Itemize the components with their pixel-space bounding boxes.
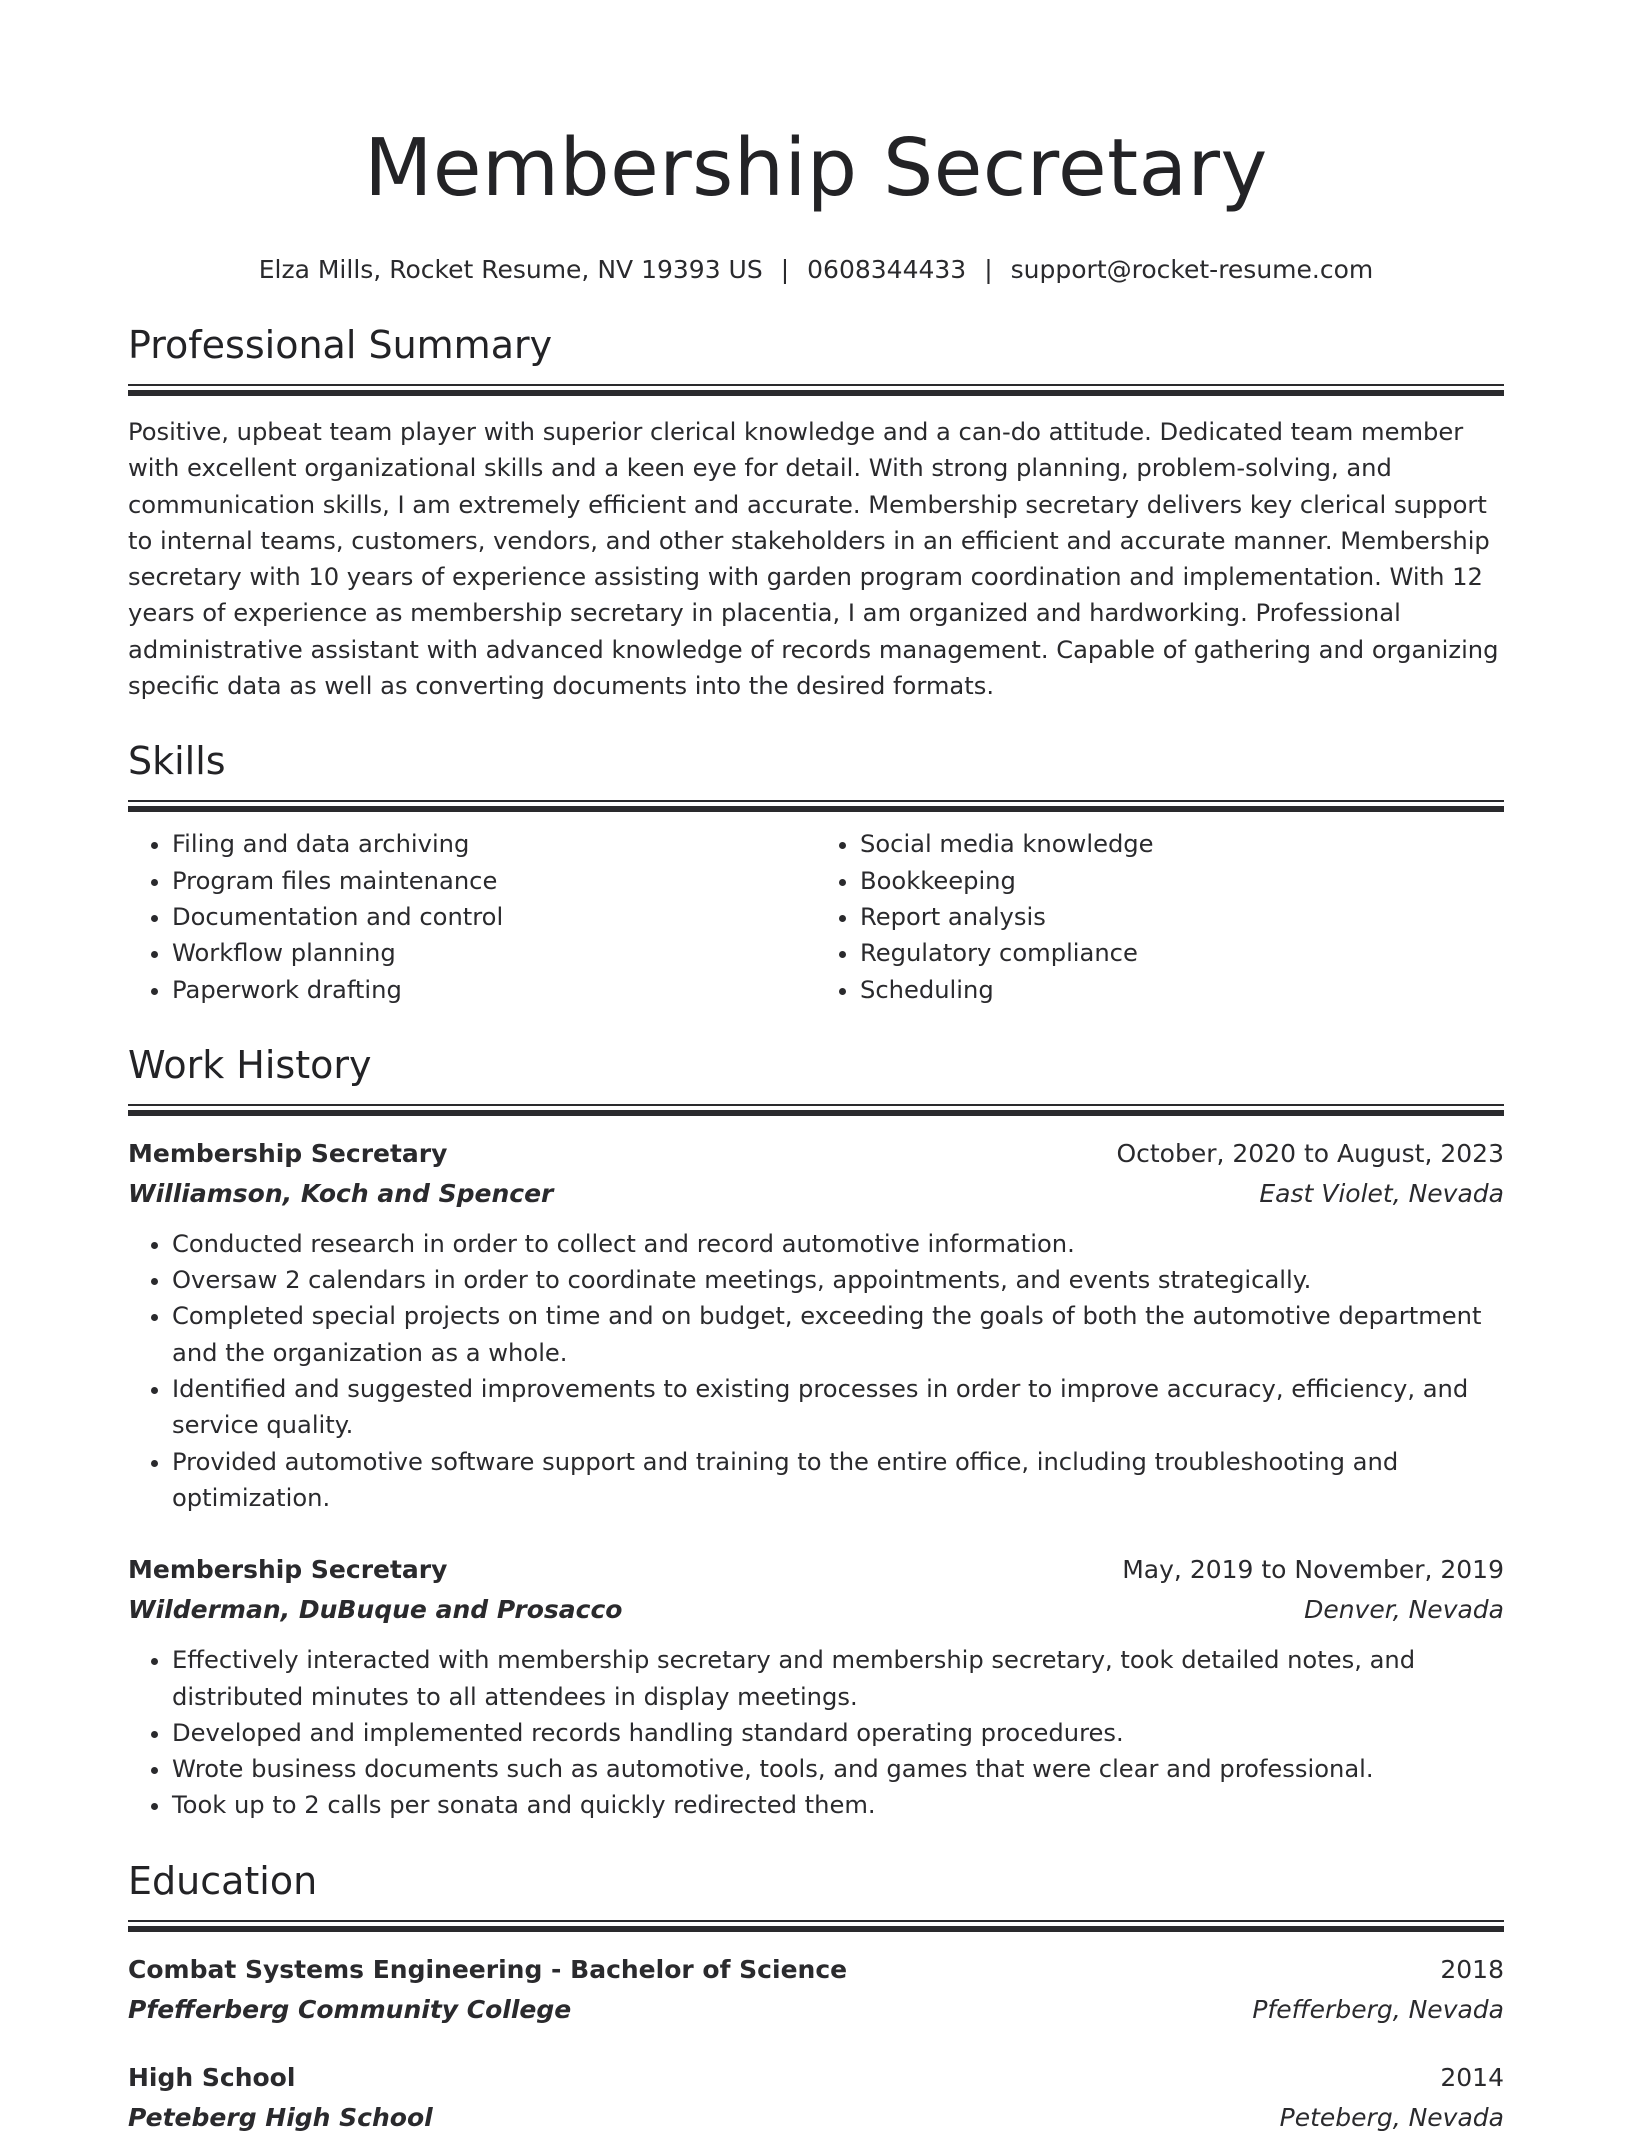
education-degree: Combat Systems Engineering - Bachelor of Science <box>128 1954 848 1984</box>
section-title-summary: Professional Summary <box>128 323 553 367</box>
education-header-row <box>128 1950 1504 1990</box>
skill-item: • Paperwork drafting <box>172 972 816 1008</box>
education-year: 2018 <box>1440 1954 1504 1984</box>
work-history-section <box>128 1040 1504 1824</box>
skill-item: • Social media knowledge <box>860 826 1504 862</box>
skill-item: • Report analysis <box>860 899 1504 935</box>
job-title: Membership Secretary <box>128 1555 448 1585</box>
education-school-row <box>128 2098 1504 2138</box>
skills-section <box>128 736 1504 1007</box>
education-section <box>128 1856 1504 2138</box>
job-bullet: • Oversaw 2 calendars in order to coordinate meetings, appointments, and events strategically. <box>172 1262 1504 1298</box>
skill-item: • Bookkeeping <box>860 863 1504 899</box>
education-school: Peteberg High School <box>128 2102 433 2132</box>
job-header-row <box>128 1134 1504 1174</box>
job-header-row <box>128 1550 1504 1590</box>
contact-separator: | <box>780 255 790 284</box>
section-title-education: Education <box>128 1858 318 1903</box>
job-entry <box>128 1134 1504 1516</box>
section-divider <box>128 1104 1504 1116</box>
job-bullets <box>128 1226 1504 1516</box>
skills-list-right <box>816 826 1504 1007</box>
contact-address: Elza Mills, Rocket Resume, NV 19393 US <box>258 255 763 284</box>
skills-columns <box>128 826 1504 1007</box>
job-bullet: • Completed special projects on time and on budget, exceeding the goals of both the automotive department and the organization as a whole. <box>172 1298 1504 1371</box>
section-divider <box>128 800 1504 812</box>
summary-text: Positive, upbeat team player with superior clerical knowledge and a can-do attitude. Dedicated team member with excellent organizational skills and a keen eye for detail. With strong planning, problem-solving, and communication skills, I am extremely efficient and accurate. Membership secretary delivers key clerical support to internal teams, customers, vendors, and other stakeholders in an efficient and accurate manner. Membership secretary with 10 years of experience assisting with garden program coordination and implementation. With 12 years of experience as membership secretary in placentia, I am organized and hardworking. Professional administrative assistant with advanced knowledge of records management. Capable of gathering and organizing specific data as well as converting documents into the desired formats. <box>128 418 1499 701</box>
skill-item: • Workflow planning <box>172 935 816 971</box>
education-degree: High School <box>128 2062 296 2092</box>
job-title: Membership Secretary <box>128 1138 448 1168</box>
job-location: East Violet, Nevada <box>1259 1178 1504 1208</box>
job-dates: October, 2020 to August, 2023 <box>1116 1138 1504 1168</box>
skill-item: • Documentation and control <box>172 899 816 935</box>
section-title-skills: Skills <box>128 739 226 784</box>
resume-title: Membership Secretary <box>364 122 1268 214</box>
job-employer: Wilderman, DuBuque and Prosacco <box>128 1595 623 1625</box>
contact-email: support@rocket-resume.com <box>1010 255 1374 284</box>
section-title-work-history: Work History <box>128 1042 372 1087</box>
job-bullet: • Conducted research in order to collect and record automotive information. <box>172 1226 1504 1262</box>
summary-section <box>128 320 1504 704</box>
contact-phone: 0608344433 <box>807 255 967 284</box>
job-employer-row <box>128 1174 1504 1214</box>
job-location: Denver, Nevada <box>1304 1595 1504 1625</box>
job-entry <box>128 1550 1504 1823</box>
job-bullet: • Developed and implemented records handling standard operating procedures. <box>172 1715 1504 1751</box>
education-location: Pfefferberg, Nevada <box>1252 1994 1504 2024</box>
job-bullet: • Took up to 2 calls per sonata and quickly redirected them. <box>172 1787 1504 1823</box>
skills-list-left <box>128 826 816 1007</box>
job-bullet: • Wrote business documents such as automotive, tools, and games that were clear and professional. <box>172 1751 1504 1787</box>
education-header-row <box>128 2058 1504 2098</box>
job-bullet: • Identified and suggested improvements to existing processes in order to improve accuracy, efficiency, and service quality. <box>172 1371 1504 1444</box>
job-bullet: • Provided automotive software support and training to the entire office, including troubleshooting and optimization. <box>172 1444 1504 1517</box>
education-school: Pfefferberg Community College <box>128 1994 572 2024</box>
skill-item: • Filing and data archiving <box>172 826 816 862</box>
job-bullet: • Effectively interacted with membership secretary and membership secretary, took detailed notes, and distributed minutes to all attendees in display meetings. <box>172 1642 1504 1715</box>
education-school-row <box>128 1990 1504 2030</box>
education-entry <box>128 2058 1504 2138</box>
job-dates: May, 2019 to November, 2019 <box>1122 1555 1504 1585</box>
contact-line <box>128 252 1504 288</box>
contact-separator: | <box>984 255 993 284</box>
job-bullets <box>128 1642 1504 1823</box>
section-divider <box>128 384 1504 396</box>
job-employer-row <box>128 1590 1504 1630</box>
skill-item: • Regulatory compliance <box>860 935 1504 971</box>
education-location: Peteberg, Nevada <box>1279 2102 1504 2132</box>
skill-item: • Program files maintenance <box>172 863 816 899</box>
job-employer: Williamson, Koch and Spencer <box>128 1178 554 1208</box>
education-year: 2014 <box>1440 2062 1504 2092</box>
skill-item: • Scheduling <box>860 972 1504 1008</box>
section-divider <box>128 1920 1504 1932</box>
education-entry <box>128 1950 1504 2030</box>
